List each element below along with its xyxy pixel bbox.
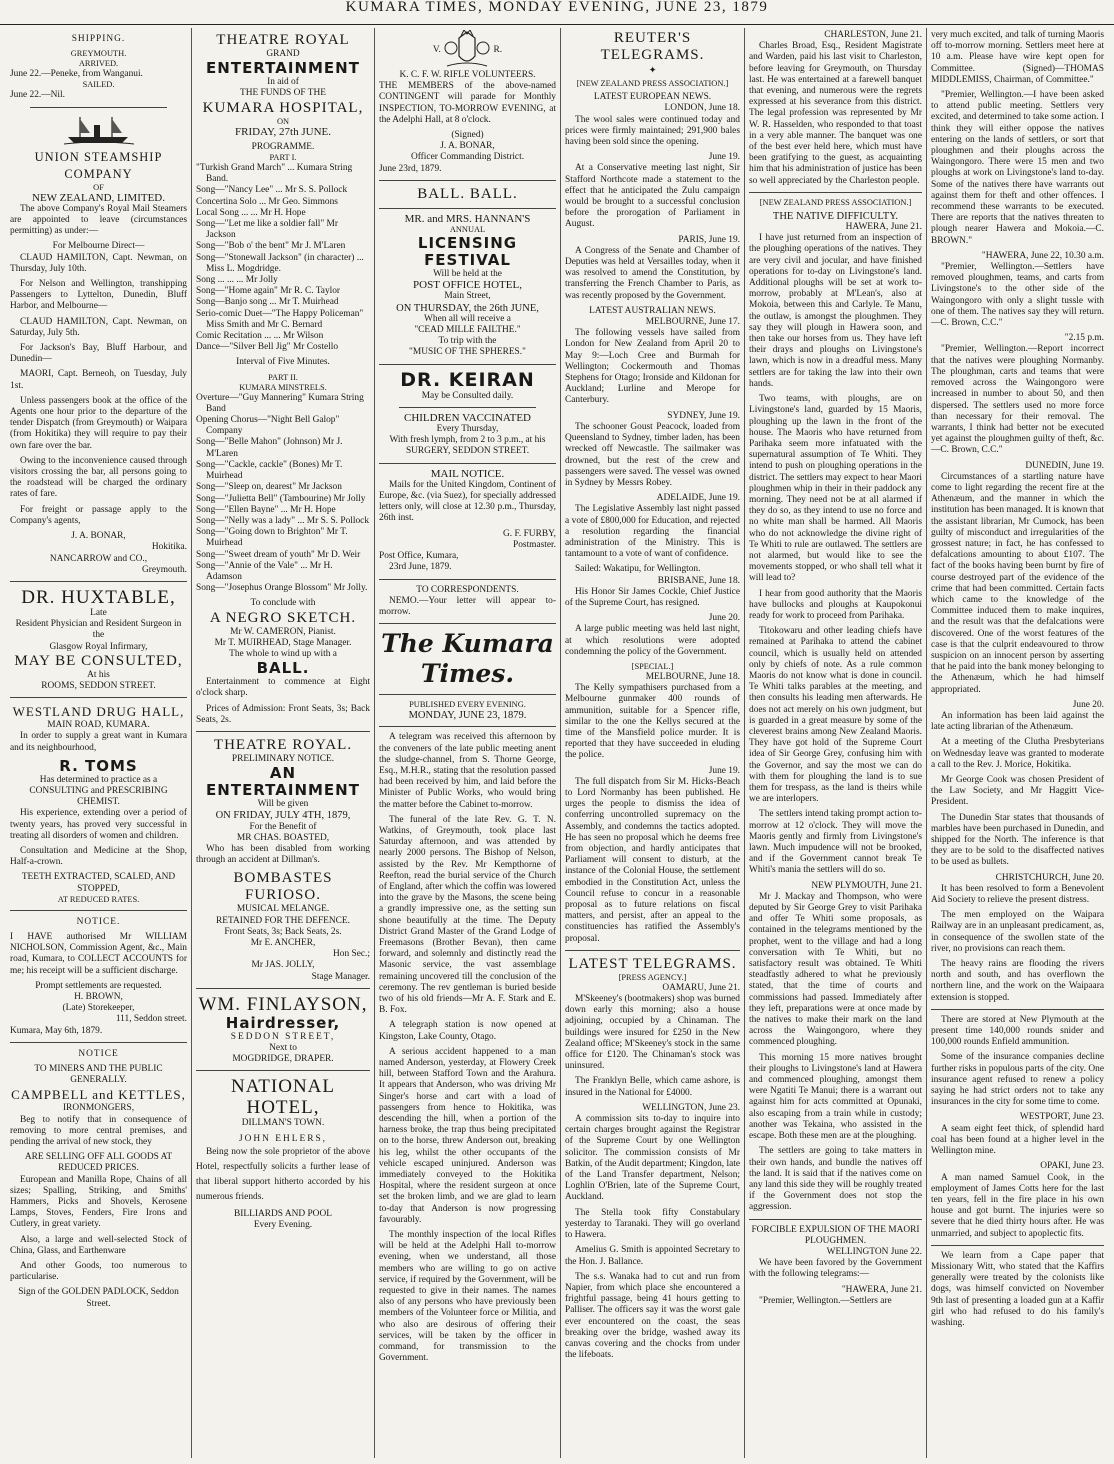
adelaide-dateline: ADELAIDE, June 19. [656,493,740,504]
oamaru-fire: M'Skeeney's (bootmakers) shop was burned down early this morning; also a house adjoining, occupied by a Chinaman. The buildings were insured for £250 in the New Zealand office; M'Skeeney's stock in the same office for £120. The Chinaman's stock was uninsured. [565,994,740,1072]
programme-item: Concertina Solo ... Mr Geo. Simmons [196,196,338,207]
programme-item: Song—"Stonewall Jackson" (in character) ... Miss L. Mogdridge. [196,252,364,274]
keiran-title: DR. KEIRAN [400,368,535,391]
column-4: REUTER'S TELEGRAMS. ✦ [NEW ZEALAND PRESS ASSOCIATION.] LATEST EUROPEAN NEWS. LONDON, June 18. The wool sales were continued today and prices were firmly maintained; 291,900 bales having been sold since the opening. June 19. At a Conservative meeting last night, Sir Stafford Northcote made a statement to the effect that he anticipated the Zulu campaign would be brought to a successful conclusion before the prorogation of Parliament in August. PARIS, June 19. A Congress of the Senate and Chamber of Deputies was held at Versailles today, when it was resolved to amend the Constitution, by transferring the French Chamber to Paris, as was recently proposed by the Government. LATEST AUSTRALIAN NEWS. MELBOURNE, June 17. The following vessels have sailed from London for New Zealand from April 20 to May 9:—Loch Cree and Burmah for Wellington; Cockermouth and Thomas Stephens for Otago; Ironside and Kildonan for Auckland; Lurline and Merope for Canterbury. SYDNEY, June 19. The schooner Goust Peacock, loaded from Queensland to Sydney, timber laden, has been wrecked off Newcastle. The sailmaker was drowned, but the rest of the crew and passengers were saved. The vessel was owned in Sydney by Messrs Robey. ADELAIDE, June 19. The Legislative Assembly last night passed a vote of £800,000 for Education, and rejected a resolution regarding the financial administration of the Ministry. This is tantamount to a vote of want of confidence. Sailed: Wakatipu, for Wellington. BRISBANE, June 18. His Honor Sir James Cockle, Chief Justice of the Supreme Court, has resigned. June 20. A large public meeting was held last night, at which resolutions were adopted condemning the policy of the Government. [SPECIAL.] MELBOURNE, June 18. The Kelly sympathisers purchased from a Melbourne gunmaker 400 rounds of ammunition, suitable for a Spencer rifle, similar to the one the Kellys secured at the time of the Mansfield police murder. It is reported that they have succeeded in eluding the police. June 19. The full dispatch from Sir M. Hicks-Beach to Lord Normanby has been published. He urges the people to dismiss the idea of conferring uncontrolled supremacy on the Assembly, and condemns the tactics adopted. He has seen no proposal which he deems free from objection, and hardly anticipates that Parliament will consent to disturb, at the instance of the Colonial House, the settlement embodied in the Constitution Act, unless the Council refuse to concur in a reasonable proposal as to future relations on fiscal matters, and persist, after an appeal to the constituencies has ratified the Assembly's proposal. LATEST TELEGRAMS. [PRESS AGENCY.] OAMARU, June 21. M'Skeeney's (bootmakers) shop was burned down early this morning; also a house adjoining, occupied by a Chinaman. The buildings were insured for £250 in the New Zealand office; M'Skeeney's stock in the same office for £120. The Chinaman's stock was uninsured. The Franklyn Belle, which came ashore, is insured in the National for £4000. WELLINGTON, June 23. A commission sits to-day to inquire into certain charges brought against the Registrar of the Supreme Court by one Wellington solicitor. The commission consists of Mr Batkin, of the Audit department; Kingdon, late of the Land Transfer department, Nelson; Loghlin O'Brien, late of the Supreme Court, Auckland. The Stella took fifty Constabulary yesterday to Taranaki. They will go overland to Hawera. Amelius G. Smith is appointed Secretary to the Hon. J. Ballance. The s.s. Wanaka had to cut and run from Napier, from which place she encountered a frightful passage, being 41 hours getting to Palliser. The officers say it was the worst gale ever encountered on the coast, the seas breaking over the bridge, washed away its canvas covering and the chocks from under the lifeboats. [560,28,744,1458]
melbourne-vessels: The following vessels have sailed from London for New Zealand from April 20 to May 9:—Loch Cree and Burmah for Wellington; Cockermouth and Thomas Stephens for Otago; Ironside and Kildonan for Auckland; Lurline and Merope for Canterbury. [565,328,740,406]
westland-drug-hall-title: WESTLAND DRUG HALL, [12,704,185,720]
opaki-dateline: OPAKI, June 23. [1040,1161,1104,1172]
westport-dateline: WESTPORT, June 23. [1019,1112,1104,1123]
kcfw-title: K. C. F. W. RIFLE VOLUNTEERS. [399,70,536,80]
post-office-date: 23rd June, 1879. [389,562,452,573]
national-hotel-title: NATIONAL HOTEL, [230,1076,336,1119]
brisbane-resigned: His Honor Sir James Cockle, Chief Justice of the Supreme Court, has resigned. [565,586,740,608]
bonar-date: June 23rd, 1879. [379,163,442,174]
programme-item: Song—Banjo song ... Mr T. Muirhead [196,297,339,308]
freight-notice: For freight or passage apply to the Company's agents, [10,504,187,526]
brisbane-meeting: A large public meeting was held last night, at which resolutions were adopted condemning the policy of the Government. [565,624,740,657]
notice-heading: NOTICE. [76,916,121,927]
missionary-witt: We learn from a Cape paper that Missionary Witt, who stated that the Kaffirs generally were treated by the colonists like dogs, was himself convicted on November 9th last of presenting a loaded gun at a Kaffir girl who had refused to do his family's washing. [931,1250,1104,1328]
boasted-name: MR CHAS. BOASTED, [236,832,330,843]
brown-telegram-1: "Premier, Wellington.—I have been asked to attend public meeting. Settlers very excited, and determined to take some action. I think they will either oppose the natives entering on the lands of settlers, or sort that ploughmen and their ploughs across the Waingongoro. There were 15 men and two ploughs at work on Livingstone's land to-day. Some of the natives there have warrants out against them for theft and other offences. I recommend these warrants to be executed. There are reports that the natives threaten to plough nearer Hawera and Mokoia.—C. BROWN." [931,90,1104,246]
entertainment-date: FRIDAY, 27th JUNE. [235,125,331,138]
ball-intro: The whole to wind up with a [229,648,337,659]
june-19b-dateline: June 19. [708,765,740,776]
programme-item: Opening Chorus—"Night Bell Galop" Company [196,415,340,437]
programme-item: Song—"Nelly was a lady" ... Mr S. S. Pollock [196,515,370,526]
nzpa-label-2: [NEW ZEALAND PRESS ASSOCIATION.] [759,197,912,207]
hawera-teams: Two teams, with ploughs, are on Livingstone's land, guarded by 15 Maoris, ploughing up the lawn in the front of the house. The Maoris who have returned from Parihaka seem more infatuated with the supernatural assumption of Te Whiti. They intend to push on ploughing operations in the district. The settlers may expect to hear Maori ploughmen whip in their in their paddock any morning. They need not be at all alarmed if they do so, as they intend to use no force and no white man shall be harmed. All Maoris who do not acknowledge the divine right of Te Whiti to rule are outlawed. The settlers are not alarmed, but would like to see the movements stopped, or who shall tell what it will lead to? [749,394,922,584]
brown-name: H. BROWN, [74,991,123,1002]
librarian-information: An information has been laid against the late acting librarian of the Athenæum. [931,710,1104,733]
music-spheres: "MUSIC OF THE SPHERES." [409,347,526,358]
main-street: Main Street, [444,291,491,302]
campbell-title: CAMPBELL and KETTLES, [11,1087,186,1103]
union-title: UNION STEAMSHIP COMPANY [34,149,163,181]
conservative-meeting: At a Conservative meeting last night, Sir Stafford Northcote made a statement to the effect that he anticipated the Zulu campaign would be brought to a successful conclusion before the prorogation of Parliament in August. [565,163,740,230]
sailed-label: SAILED. [82,80,115,90]
kcfw-notice: THE MEMBERS of the above-named CONTINGENT will parade for Monthly INSPECTION, TO-MORROW EVENING, at the Adelphi Hall, at 8 o'clock. [379,81,556,125]
reuters-heading: REUTER'S TELEGRAMS. [600,30,705,63]
ball-title: BALL. [256,659,310,678]
union-subtitle: NEW ZEALAND, LIMITED. [32,191,165,204]
toms-name: R. TOMS [59,756,138,775]
adelaide-assembly: The Legislative Assembly last night passed a vote of £800,000 for Education, and rejected a resolution regarding the financial administration of the Ministry. This is tantamount to a vote of want of confidence. [565,504,740,560]
column-5 [744,28,926,1458]
pianist-line: Mr W. CAMERON, Pianist. [230,626,336,637]
editorial-funeral: The funeral of the late Rev. G. T. N. Watkins, of Greymouth, took place last Saturday afternoon, and was attended by nearly 2000 persons. The Bishop of Nelson, assisted by the Rev. Mr Kempthorne of Reefton, read the burial service of the Church of England, after which the coffin was lowered into the grave by the Masons, the scene being a grandly impressive one, as the setting sun shone beautifully at the time. The Deputy District Grand Master of the Grand Lodge of Freemasons (Brother Bevan), then came forward, and solemnly and distinctly read the Masonic service, the vast assemblage remaining uncovered till the conclusion of the ceremony. The rev gentleman is buried beside two of his old friends—Mr A. F. Stark and E. B. Fox. [379,814,556,1016]
hospital-title: KUMARA HOSPITAL, [202,99,364,116]
entertainment-2-title: AN ENTERTAINMENT [206,764,360,800]
mogdridge-draper: MOGDRIDGE, DRAPER. [232,1054,334,1065]
london-wool: The wool sales were continued today and prices were firmly maintained; 291,900 bales having been sold since the opening. [565,114,740,148]
agent-nancarrow-place: Greymouth. [141,564,187,575]
paris-dateline: PARIS, June 19. [678,234,740,245]
adelaide-sailed: Sailed: Wakatipu, for Wellington. [575,564,701,575]
programme-item: Song—"Sweet dream of youth" Mr D. Weir [196,549,361,560]
receive-line: When all will receive a [424,313,511,324]
june-20-dateline-2: June 20. [1072,699,1104,710]
programme-item: Overture—"Guy Mannering" Kumara String Band [196,392,364,414]
programme-item: "Turkish Grand March" ... Kumara String Band. [196,163,353,185]
ehlers-name: JOHN EHLERS, [238,1133,328,1144]
melbourne-dateline: MELBOURNE, June 17. [645,317,740,328]
ancher-name: Mr E. ANCHER, [250,937,316,948]
arrived-label: ARRIVED. [78,59,119,69]
melbourne-2-dateline: MELBOURNE, June 18. [645,671,740,682]
admission-prices: Prices of Admission: Front Seats, 3s; Back Seats, 2s. [196,703,370,725]
next-to: Next to [269,1043,297,1053]
every-evening: Every Evening. [253,1220,313,1231]
sydney-wreck: The schooner Goust Peacock, loaded from Queensland to Sydney, timber laden, has been wrecked off Newcastle. The sailmaker was drowned, but the rest of the crew and passengers were saved. The vessel was owned in Sydney by Messrs Robey. [565,421,740,488]
nemo-notice: NEMO.—Your letter will appear to-morrow. [379,595,556,617]
conclude-line: To conclude with [250,598,316,609]
programme-item: Song—"Cackle, cackle" (Bones) Mr T. Muirhead [196,459,343,482]
huxtable-title: DR. HUXTABLE, [21,586,176,608]
programme-item: Song—"Josephus Orange Blossom" Mr Jolly. [196,583,368,594]
kelly-sympathisers: The Kelly sympathisers purchased from a Melbourne gunmaker 400 rounds of ammunition, suitable for a Spencer rifle, similar to the one the Kellys secured at the time of the Mansfield police murder. It is reported that they have succeeded in eluding the police. [565,683,740,761]
ancher-role: Hon Sec.; [333,949,370,960]
toms-line-3: CONSULTING and PRESCRIBING CHEMIST. [29,785,168,808]
notice-settlements: Prompt settlements are requested. [35,980,162,991]
interval-line: Interval of Five Minutes. [236,357,330,368]
column-2 [191,28,374,1458]
huxtable-line-3: Glasgow Royal Infirmary, [49,641,148,652]
dunedin-dateline: DUNEDIN, June 19. [1025,460,1104,471]
children-vaccinated: CHILDREN VACCINATED [403,411,531,424]
keiran-consulted: May be Consulted daily. [421,390,514,401]
given-line: Will be given [257,799,309,810]
festival-date: ON THURSDAY, the 26th JUNE, [396,302,539,314]
brisbane-dateline: BRISBANE, June 18. [657,575,740,586]
stage-manager-line: Mr T. MUIRHEAD, Stage Manager. [214,637,352,648]
brown-telegram-3: "Premier, Wellington.—Report incorrect that the natives were ploughing Normanby. The ploughman, carts and teams that were removed across the Waingongoro were increased in number to about 50, and then dispersed. The settlers used no more force than necessary for their removal. The warrants, I think had better not be executed yet against the ploughmen guilty of theft, &c.—C. Brown, C.C." [931,344,1104,456]
australian-news-heading: LATEST AUSTRALIAN NEWS. [589,305,716,316]
latest-telegrams-heading: LATEST TELEGRAMS. [568,955,737,972]
published-line: PUBLISHED EVERY EVENING. [409,700,526,710]
law-society: Mr George Cook was chosen President of the Law Society, and Mr Haggitt Vice-President. [931,775,1104,808]
editorial-telegraph: A telegraph station is now opened at Kingston, Lake County, Otago. [379,1020,556,1042]
hawera-inspection: I have just returned from an inspection of the ploughing operations of the natives. They are very civil and jocular, and have finished operations for to-day on Livingstone's land. Additional ploughs will be set at work to-morrow, probably at M'Lean's, also at Mokoia, between this and Carlyle. Te Manu, the outlaw, is amongst the ploughmen. They say they will plough in Hawera soon, and then take our horses from us. They have left their drays and ploughs on Livingstone's lawn, which is now in a dreadful mess. Many settlers are for taking the law into their own hands. [749,233,922,389]
westland-address: MAIN ROAD, KUMARA. [47,720,150,731]
huxtable-line-5: At his [87,669,110,680]
jolly-role: Stage Manager. [311,971,370,982]
programme-item: Song—"Nancy Lee" ... Mr S. S. Pollock [196,185,348,196]
melbourne-sailing: CLAUD HAMILTON, Capt. Newman, on Thursday, July 10th. [10,252,187,274]
brown-telegram-2: "Premier, Wellington.—Settlers have removed ploughmen, teams, and carts from Livingstone's to the other side of the Waingongoro with only a slight tussle with one of them. The natives say they will return.—C. Brown, C.C." [931,262,1104,329]
programme-item: Comic Recitation ... ... Mr Wilson [196,331,324,342]
athenaeum-fire: Circumstances of a startling nature have come to light regarding the recent fire at the Athenæum, and the manner in which the institution has been managed. It is known that the assistant librarian, Mr Cumock, has been guilty of misconduct and irregularities of the grossest nature; in fact, he has confessed to defalcations amounting to about £107. The fact of the books having been burnt by fire of course destroyed part of the evidence of the crime that had been committed. Certain facts which came to the knowledge of the Committee induced them to make inquires, and the result was that the defalcations were discovered. One of the worst features of the case is that the culprit endeavoured to throw suspicion on an innocent person by asserting that he paid into the bank money belonging to the Athenæum, which he had himself appropriated. [931,471,1104,695]
programme-item: Song—"Julietta Bell" (Tambourine) Mr Jolly [196,493,366,504]
preliminary-notice: PRELIMINARY NOTICE. [231,753,335,764]
bombastes-title: BOMBASTES FURIOSO. [233,870,333,904]
rivers-flooding: The heavy rains are flooding the rivers north and south, and has overflown the northern line, and the work on the Waipaara extension is stopped. [931,959,1104,1003]
boasted-disabled: Who has been disabled from working through an accident at Dillman's. [196,843,370,866]
royal-crest-row [379,30,556,70]
prices-2: Front Seats, 3s; Back Seats, 2s. [224,926,342,937]
notice-body: I HAVE authorised Mr WILLIAM NICHOLSON, Commission Agent, &c., Main road, Kumara, to COLLECT ACCOUNTS for me; his receipt will be a sufficient discharge. [10,931,187,976]
jacksons-sailing: MAORI, Capt. Berneoh, on Tuesday, July 1st. [10,369,187,391]
furby-role: Postmaster. [513,539,556,550]
huxtable-line-2: Resident Physician and Resident Surgeon in the [15,619,182,641]
column-6 [926,28,1108,1458]
programme-item: Song—"Annie of the Vale" ... Mr H. Adamson [196,560,333,582]
steamship-icon [64,113,134,145]
wellington-dateline: WELLINGTON, June 23. [642,1102,740,1113]
newspaper-page [6,28,1108,1460]
hawera-settlers: The settlers intend taking prompt action to-morrow at 12 o'clock. They will move the Maoris gently and firmly from Livingstone's lawn. Much impudence will not be brooked, and if the Government cannot break Te Whiti's mania the settlers will do so. [749,809,922,876]
hawera-22-dateline: "HAWERA, June 22, 10.30 a.m. [981,250,1104,261]
toms-rates: AT REDUCED RATES. [57,894,140,904]
furby-name: G. F. FURBY, [502,528,556,539]
jolly-name: Mr JAS. JOLLY, [251,960,315,971]
smith-appointed: Amelius G. Smith is appointed Secretary to the Hon. J. Ballance. [565,1245,740,1267]
programme-item: Song ... ... ... Mr Jolly [196,275,278,286]
campbell-ironmongers: IRONMONGERS, [62,1103,135,1114]
sydney-dateline: SYDNEY, June 19. [667,410,740,421]
agent-bonar-place: Hokitika. [151,542,187,553]
negro-sketch-title: A NEGRO SKETCH. [209,609,357,626]
native-difficulty-heading: THE NATIVE DIFFICULTY. [772,210,899,222]
toms-line-2: Has determined to practice as a [39,774,158,785]
waipara-railway: The men employed on the Waipara Railway are in an unpleasant predicament, as, in consequence of the swollen state of the river, no provisions can reach them. [931,910,1104,954]
samuel-cook: A man named Samuel Cook, in the employment of James Cotts here for the last ten years, fell in the fire place in his own house and got burnt. The injuries were so severe that he died thirty hours after. He was unmarried, and subject to apoplectic fits. [931,1172,1104,1239]
nelson-sailing: CLAUD HAMILTON, Capt. Newman, on Saturday, July 5th. [10,316,187,338]
melange-title: MUSICAL MELANGE. [236,904,330,915]
crest-r: R. [493,45,503,56]
licensing-festival-title: LICENSING FESTIVAL [417,234,518,270]
bonar-name: J. A. BONAR, [440,141,495,152]
hairdresser-label: Hairdresser, [225,1013,341,1032]
seddon-street: SEDDON STREET, [230,1031,336,1042]
campbell-stock: European and Manilla Rope, Chains of all sizes; Spalling, Striking, and Smiths' Hammers, Picks and Shovels, Kerosene Lamps, Stoves, Fenders, Fire Irons and Cutlery, in great variety. [10,1174,187,1230]
christchurch-dateline: CHRISTCHURCH, June 20. [995,872,1104,883]
trip-line: To trip with the [438,336,497,347]
surgery-line: SURGERY, SEDDON STREET. [405,446,530,457]
huxtable-rooms: ROOMS, SEDDON STREET. [41,680,156,691]
kumara-times-title: The Kumara Times. [381,629,554,689]
hawera-kaupokonui: I hear from good authority that the Maoris have bullocks and ploughs at Kaupokonui ready for work to proceed from Parihaka. [749,588,922,621]
charleston-banquet: Charles Broad, Esq., Resident Magistrate and Warden, paid his last visit to Charleston, before leaving for Greymouth, on Thursday last. He was entertained at a farewell banquet that evening, and numerous were the regrets expressed at his severance from this district. The legal profession was represented by Mr W. R. Hasselden, who responded to that toast in a very able manner. The banquet was one of the best ever held here, which must have been gratifying to the guest, as acquainting him that his administration of justice has been so well appreciated by the Charleston people. [749,41,922,186]
ball-ball-title: BALL. BALL. [417,185,518,202]
shipping-heading: SHIPPING. [71,34,126,44]
toms-experience: His experience, extending over a period of twenty years, has proved very successful in treating all disorders of women and children. [10,808,187,841]
new-plymouth-ammunition: There are stored at New Plymouth at the present time 140,000 rounds snider and 100,000 rounds Enfield ammunition. [931,1014,1104,1048]
campbell-sign: Sign of the GOLDEN PADLOCK, Seddon Street. [18,1287,179,1309]
funds-line: THE FUNDS OF THE [239,88,327,99]
clutha-presbyterians: At a meeting of the Clutha Presbyterians on Wednesday leave was granted to moderate a call to the Rev. J. Morice, Hokitika. [931,737,1104,770]
crest-v: V. [432,45,441,56]
middlemiss-telegram: very much excited, and talk of turning Maoris off to-morrow morning. Settlers meet here at 10 a.m. Please have wire kept open for Committee. (Signed)—THOMAS MIDDLEMISS, Chairman, of Committee." [931,30,1104,85]
annual-label: ANNUAL [449,225,486,235]
huxtable-consulted: MAY BE CONSULTED, [14,652,183,669]
miners-notice-subheading: TO MINERS AND THE PUBLIC GENERALLY. [34,1064,163,1086]
mail-notice-body: Mails for the United Kingdom, Continent of Europe, &c. (via Suez), for specially addressed letters only, will close at 12.30 p.m., Thursday, 26th inst. [379,479,556,524]
nelson-route: For Nelson and Wellington, transhipping Passengers to Lyttelton, Dunedin, Bluff Harbor, and Melbourne— [10,279,187,312]
programme-part-2 [196,393,370,595]
brown-address: 111, Seddon street. [115,1014,187,1025]
programme-item: Song—"Home again" Mr R. C. Taylor [196,286,341,297]
programme-item: Serio-comic Duet—"The Happy Policeman" Miss Smith and Mr C. Bernard [196,308,364,330]
agent-nancarrow: NANCARROW and CO., [49,553,148,564]
billiards-line: BILLIARDS AND POOL [234,1208,332,1219]
programme-item: Song—"Bob o' the bent" Mr J. M'Laren [196,241,346,252]
mackay-visit: Mr J. Mackay and Thompson, who were deputed by Sir George Grey to visit Parihaka and offer Te Whiti some proposals, as contained in the telegrams mentioned by the prophet, went to the village and had a long conversation with Te Whiti, but no satisfactory result was obtained. Te Whiti steadfastly adhered to what he previously stated, that the time of courts and commissions had passed. Immediately after they left, preparations were at once made by the natives to make their mark on the land across the Waingongoro, where they commenced ploughing. [749,891,922,1048]
post-office-place: Post Office, Kumara, [379,551,459,562]
entertainment-time: Entertainment to commence at Eight o'clock sharp. [196,677,370,699]
programme-item: Dance—"Silver Bell Jig" Mr Costello [196,342,339,353]
signed-label: (Signed) [451,130,484,141]
nzpa-label: [NEW ZEALAND PRESS ASSOCIATION.] [576,79,729,89]
special-label: [SPECIAL.] [631,661,674,671]
miners-notice-heading: NOTICE [78,1048,119,1059]
wellington-22-dateline: WELLINGTON June 22. [826,1246,922,1257]
toms-teeth: TEETH EXTRACTED, SCALED, AND STOPPED, [21,872,176,894]
oamaru-dateline: OAMARU, June 21. [662,982,740,993]
wanaka-gale: The s.s. Wanaka had to cut and run from Napier, from which place she encountered a frightful passage, being 41 hours getting to Palliser. The officers say it was the worst gale ever encountered on the coast, the seas breaking over the bridge, washed away its canvas covering and the chocks from under the lifeboats. [565,1271,740,1361]
finlayson-title: WM. FINLAYSON, [198,993,368,1015]
hannan-title: MR. and MRS. HANNAN'S [404,212,531,225]
agent-bonar: J. A. BONAR, [71,531,126,542]
brown-role: (Late) Storekeeper, [62,1003,135,1014]
bonar-role: Officer Commanding District. [410,152,525,163]
stella-constabulary: The Stella took fifty Constabulary yesterday to Taranaki. They will go overland to Hawera. [565,1207,740,1241]
union-notice-2: Owing to the inconvenience caused through visitors crossing the bar, all persons going to the roadstead will be charged the ordinary rates of fare. [10,455,187,500]
greymouth-heading: GREYMOUTH. [70,49,127,59]
union-of: OF [93,182,104,192]
masthead [0,2,1114,25]
hawera-dateline: HAWERA, June 21. [845,222,922,233]
press-agency-label: [PRESS AGENCY.] [618,972,687,982]
franklyn-belle: The Franklyn Belle, which came ashore, is insured in the National for £4000. [565,1076,740,1098]
ehlers-notice: Being now the sole proprietor of the above Hotel, respectfully solicits a further lease of that liberal support hitherto accorded by his numerous friends. [196,1146,370,1202]
arrived-line: June 22.—Peneke, from Wanganui. [10,69,143,80]
premier-telegram-start: "Premier, Wellington.—Settlers are [759,1295,892,1306]
programme-item: Song—"Going down to Brighton" Mr T. Muirhead [196,527,348,549]
european-news-heading: LATEST EUROPEAN NEWS. [593,92,712,103]
aid-line: In aid of [267,77,299,88]
editorial-accident: A serious accident happened to a man named Anderson, yesterday, at Flowery Creek hill, between Stafford Town and the Arahura. It appears that Anderson, who was driving Mr Singer's horse and cart with a load of passengers from hence to Hokitika, was descending the hill, when a portion of the harness broke, the trap thus being precipitated on to the horse, threw Anderson out, breaking his leg, whilst the other occupants of the vehicle escaped uninjured. Anderson was immediately conveyed to the Hokitika Hospital, where the resident surgeon at once set the broken limb, and we are glad to learn to-day that Anderson is now progressing favourably. [379,1046,556,1225]
every-thursday: Every Thursday, [436,424,499,435]
entertainment-2-date: ON FRIDAY, JULY 4TH, 1879, [215,810,351,822]
editorial-sludge: A telegram was received this afternoon by the conveners of the late public meeting anent the sludge-channel, from S. Thorne George, Esq., M.H.R., stating that the resolution passed had been received by him, and laid before the Minister of Public Works, who would bring the matter before the Cabinet to-morrow. [379,732,556,810]
theatre-royal-title: THEATRE ROYAL [216,32,350,48]
hicks-beach-dispatch: The full dispatch from Sir M. Hicks-Beach to Lord Normanby has been published. He urges the people to dismiss the idea of conferring uncontrolled supremacy on the Assembly, and condemns the tactics adopted. He has seen no proposal which he deems free from objection, and hardly anticipates that Parliament will consent to disturb, at the instance of the Colonial House, the settlement embodied in the Constitution Act, unless the Council refuse to concur in a reasonable proposal as to future relations on fiscal matters, and persist, after an appeal to the constituencies has ratified the Assembly's proposal. [565,776,740,944]
mail-notice-heading: MAIL NOTICE. [430,467,505,480]
campbell-china: Also, a large and well-selected Stock of China, Glass, and Earthenware [10,1234,187,1256]
held-line: Will be held at the [433,269,502,280]
campbell-intro: Beg to notify that in consequence of removing to more central premises, and pending the arrival of new stock, they [10,1114,187,1148]
grand-label: GRAND [266,49,300,59]
masthead-text: KUMARA TIMES, MONDAY EVENING, JUNE 23, 1879 [345,0,769,15]
editorial-date: MONDAY, JUNE 23, 1879. [408,710,527,722]
dillmans-town: DILLMAN'S TOWN. [241,1118,325,1129]
programme-item: Song—"Let me like a soldier fall" Mr Jackson [196,219,338,241]
programme-part-1 [196,163,370,353]
on-label: ON [276,116,290,126]
benefit-line: For the Benefit of [249,821,317,832]
part-1-label: PART I. [269,153,297,163]
june-19-dateline: June 19. [708,152,740,163]
post-office-hotel: POST OFFICE HOTEL, [413,279,522,292]
programme-heading: PROGRAMME. [251,141,315,152]
charleston-dateline: CHARLESTON, June 21. [824,30,922,40]
programme-item: Local Song ... ... Mr H. Hope [196,207,306,218]
brown-date: Kumara, May 6th, 1879. [10,1025,103,1036]
campbell-other: And other Goods, too numerous to particularise. [10,1261,187,1283]
insurance-risks: Some of the insurance companies decline further risks in populous parts of the city. One insurance agent refused to renew a policy saying he had strict orders not to take any insurances in the city for some time to come. [931,1052,1104,1108]
union-notice-1: Unless passengers book at the office of the Agents one hour prior to the departure of the tender Dispatch (from Greymouth) or Waipara (from Hokitika) they will require to pay their own fare over the bar. [10,395,187,451]
government-telegrams: We have been favored by the Government with the following telegrams:— [749,1258,922,1280]
column-3 [374,28,560,1458]
theatre-royal-2-title: THEATRE ROYAL. [213,736,353,753]
programme-item: Song—"Sleep on, dearest" Mr Jackson [196,482,342,493]
union-intro: The above Company's Royal Mail Steamers are appointed to leave (circumstances permitting) as under:— [10,203,187,237]
editorial-rifles: The monthly inspection of the local Rifles will be held at the Adelphi Hall to-morrow evening, when we understand, all those members who are willing to go on active service, if required by the Government, will be requested to give in their names. The names also of any persons who have previously been members of the Volunteer force or Militia, and who also are desirous of offering their services, will be taken by the officer in command, for transmission to the Government. [379,1230,556,1364]
marbles-shipped: The Dunedin Star states that thousands of marbles have been purchased in Dunedin, and shipped for the North. The inference is that they are to be sold to the disaffected natives to be used as bullets. [931,812,1104,868]
toms-consultation: Consultation and Medicine at the Shop, Half-a-crown. [10,845,187,868]
new-plymouth-dateline: NEW PLYMOUTH, June 21. [811,880,922,891]
column-1 [6,28,191,1458]
lymph-line: With fresh lymph, from 2 to 3 p.m., at his [389,435,546,446]
programme-item: Song—"Belle Mahon" (Johnson) Mr J. M'Laren [196,437,343,459]
entertainment-title: ENTERTAINMENT [206,59,360,78]
royal-crest-icon [443,30,491,70]
toms-intro: In order to supply a great want in Kumara and its neighbourhood, [10,731,187,753]
sailed-line: June 22.—Nil. [10,90,65,101]
ploughs-livingstone: This morning 15 more natives brought their ploughs to Livingstone's land at Hawera and commenced ploughing, amongst them were Ngatiti Te Manui; there is a warrant out against him for acts committed at Opunaki, also escaping from a train while in custody; another was Tekaina, who assisted in the escape. Both these men are at the ploughing. [749,1052,922,1142]
correspondents-heading: TO CORRESPONDENTS. [416,584,519,595]
defence-title: RETAINED FOR THE DEFENCE. [216,915,350,926]
benevolent-society: It has been resolved to form a Benevolent Aid Society to relieve the present distress. [931,883,1104,906]
wellington-commission: A commission sits to-day to inquire into certain charges brought against the Registrar of the Supreme Court by one Wellington solicitor. The commission consists of Mr Batkin, of the Audit department; Kingdon, late of the Land Transfer department, Nelson; Loghlin O'Brien, late of the Supreme Court, Auckland. [565,1114,740,1203]
coal-seam: A seam eight feet thick, of splendid hard coal has been found at a higher level in the Wellington mine. [931,1123,1104,1157]
forcible-expulsion-heading: FORCIBLE EXPULSION OF THE MAORI PLOUGHMEN. [751,1224,920,1246]
paris-congress: A Congress of the Senate and Chamber of Deputies was held at Versailles today, when it was resolved to amend the Constitution, by transferring the French Chamber to Paris, as was recently proposed by the Government. [565,245,740,301]
time-215: "2.15 p.m. [1064,333,1104,344]
london-dateline: LONDON, June 18. [664,103,740,114]
programme-item: Song—"Ellen Bayne" ... Mr H. Hope [196,504,336,515]
minstrels-label: KUMARA MINSTRELS. [239,382,327,392]
hawera-21-dateline: "HAWERA, June 21. [841,1284,922,1295]
jacksons-route: For Jackson's Bay, Bluff Harbour, and Dunedin— [10,343,187,365]
cead-mille-failthe: "CEAD MILLE FAILTHE." [414,325,521,336]
june-20-dateline: June 20. [708,613,740,624]
melbourne-route: For Melbourne Direct— [52,241,145,252]
settlers-matters: The settlers are going to take matters in their own hands, and bundle the natives off the land. It is said that if the natives come on any land this side they will be roughly treated if the Government does not stop the aggression. [749,1146,922,1213]
hawera-titokowaru: Titokowaru and other leading chiefs have remained at Parihaka to attend the cabinet council, which is usually held on attended only by chiefs of note. As a rule common Maoris do not know what is done in council. Te Whiti talks parables at the meeting, and then consults his leading men afterwards. He does not act merely on his own judgment, but is guarded in a great measure by some of the cleverest brains among New Zealand Maoris. They have got hold of the Supreme Court idea of Sir George Grey, confusing him with the Governor, and say the most we can do with them for ploughing the land is to sue them for trespass, as the land is theirs while we are interlopers. [749,626,922,805]
huxtable-line-1: Late [90,607,107,618]
campbell-selling-off: ARE SELLING OFF ALL GOODS AT REDUCED PRICES. [24,1152,173,1174]
part-2-label: PART II. [268,372,298,382]
